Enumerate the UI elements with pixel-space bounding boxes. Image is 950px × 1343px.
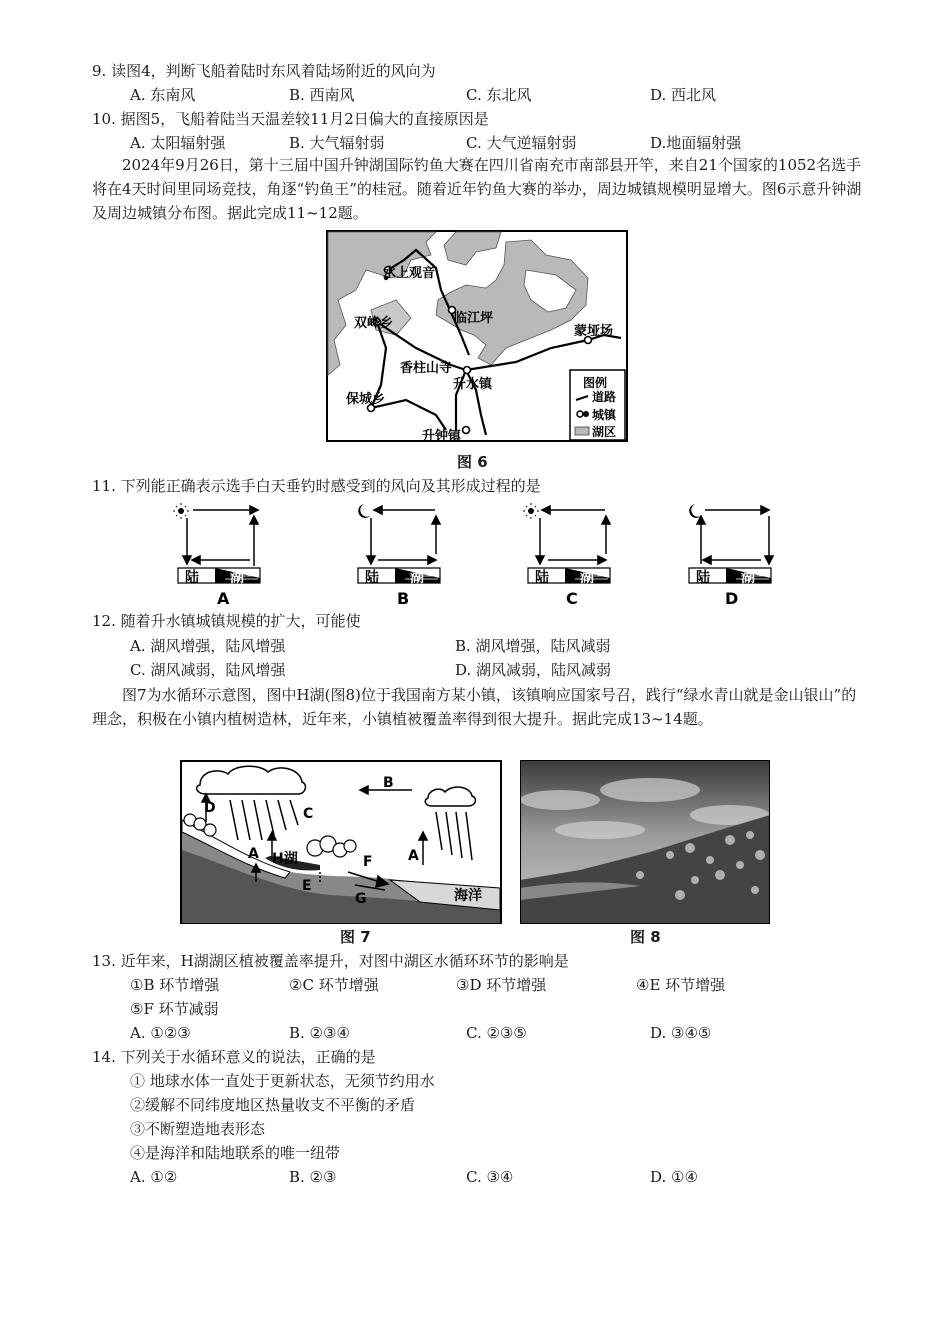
map-legend [570,370,625,440]
label-b: B [383,775,394,791]
q14-item-3: ③不断塑造地表形态 [130,1120,266,1138]
q12-stem: 12. 随着升水镇城镇规模的扩大，可能使 [92,612,361,630]
label-e: E [302,878,312,894]
q12-option-b: B. 湖风增强，陆风减弱 [455,637,611,655]
figure-6-caption: 图 6 [457,453,488,471]
lake-label: 湖 [230,570,244,586]
legend-road: 道路 [592,390,617,404]
q11-diagram-b [350,498,450,608]
figure-8-caption: 图 8 [630,928,661,946]
q13-option-d: D. ③④⑤ [650,1024,712,1042]
figure-7-caption: 图 7 [340,928,371,946]
q14-stem: 14. 下列关于水循环意义的说法，正确的是 [92,1048,376,1066]
place-baochengxiang: 保城乡 [346,392,386,407]
q10-option-c: C. 大气逆辐射弱 [466,134,577,152]
figure-7-water-cycle [180,760,502,924]
q14-item-4: ④是海洋和陆地联系的唯一纽带 [130,1144,341,1162]
q12-option-c: C. 湖风减弱，陆风增强 [130,661,286,679]
moon-icon [358,504,370,518]
q9-stem: 9. 读图4，判断飞船着陆时东风着陆场附近的风向为 [92,62,436,80]
lake-label: 湖 [580,570,594,586]
sun-icon [173,503,189,519]
q10-option-b: B. 大气辐射弱 [289,134,385,152]
q14-option-b: B. ②③ [289,1168,337,1186]
passage-h-lake: 图7为水循环示意图，图中H湖(图8)位于我国南方某小镇，该镇响应国家号召，践行“绿水青山就是金山银山”的理念，积极在小镇内植树造林，近年来，小镇植被覆盖率得到很大提升。据此完成13~14题。 [92,686,857,728]
q13-option-b: B. ②③④ [289,1024,350,1042]
q9-option-b: B. 西南风 [289,86,355,104]
passage-shengzhong-lake: 2024年9月26日，第十三届中国升钟湖国际钓鱼大赛在四川省南充市南部县开竿，来自21个国家的1052名选手将在4天时间里同场竞技，角逐“钓鱼王”的桂冠。随着近年钓鱼大赛的举办，周边城镇规模明显增大。图6示意升钟湖及周边城镇分布图。据此完成11~12题。 [92,156,862,222]
label-f: F [363,854,373,870]
q14-item-2: ②缓解不同纬度地区热量收支不平衡的矛盾 [130,1096,416,1114]
q13-item-1: ①B 环节增强 [130,976,220,994]
legend-town: 城镇 [592,408,617,422]
q14-option-a: A. ①② [130,1168,178,1186]
option-label-b: B [397,589,410,608]
sun-icon [523,503,539,519]
q10-option-a: A. 太阳辐射强 [130,134,226,152]
q14-item-1: ① 地球水体一直处于更新状态，无须节约用水 [130,1072,435,1090]
q9-option-c: C. 东北风 [466,86,532,104]
option-label-d: D [725,589,739,608]
land-label: 陆 [535,570,549,586]
q11-diagram-a [170,498,270,608]
place-shengshuizhen: 升水镇 [453,377,493,392]
label-d: D [204,800,216,816]
q12-option-a: A. 湖风增强，陆风增强 [130,637,286,655]
q11-diagram-c [520,498,620,608]
place-xiangzhushansi: 香柱山寺 [400,361,453,376]
q13-item-5: ⑤F 环节减弱 [130,1000,219,1018]
label-g: G [355,891,367,907]
option-label-a: A [217,589,230,608]
land-label: 陆 [185,570,199,586]
land-label: 陆 [696,570,710,586]
label-h-lake: H湖 [272,851,298,867]
moon-icon [689,504,701,518]
legend-town-dot [583,411,589,417]
label-a1: A [248,846,259,862]
q14-option-c: C. ③④ [466,1168,514,1186]
q10-stem: 10. 据图5，飞船着陆当天温差较11月2日偏大的直接原因是 [92,110,489,128]
q13-item-4: ④E 环节增强 [636,976,726,994]
q13-option-a: A. ①②③ [130,1024,191,1042]
q13-option-c: C. ②③⑤ [466,1024,527,1042]
q12-option-d: D. 湖风减弱，陆风减弱 [455,661,612,679]
option-label-c: C [566,589,578,608]
legend-lake: 湖区 [592,425,617,439]
q11-diagram-d [681,498,781,608]
place-mengyachang: 蒙垭场 [574,324,614,339]
label-ocean: 海洋 [454,888,482,904]
lake-label: 湖 [410,570,424,586]
label-c: C [303,806,314,822]
label-a2: A [408,848,419,864]
q13-item-2: ②C 环节增强 [289,976,379,994]
q9-option-d: D. 西北风 [650,86,717,104]
q13-item-3: ③D 环节增强 [456,976,547,994]
q11-stem: 11. 下列能正确表示选手白天垂钓时感受到的风向及其形成过程的是 [92,477,541,495]
lake-label: 湖 [741,570,755,586]
q13-stem: 13. 近年来，H湖湖区植被覆盖率提升，对图中湖区水循环环节的影响是 [92,952,569,970]
place-shengzhongzhen: 升钟镇 [422,429,462,442]
legend-title: 图例 [583,376,608,390]
legend-lake-symbol [575,427,589,435]
figure-6-map [326,230,628,442]
legend-town-symbol [577,411,583,417]
place-linjiangping: 临江坪 [454,311,494,326]
q14-option-d: D. ①④ [650,1168,698,1186]
figure-8-photo [520,760,770,924]
q10-option-d: D.地面辐射强 [650,134,742,152]
q9-option-a: A. 东南风 [130,86,196,104]
place-shuishangguanyin: 水上观音 [383,266,436,281]
place-shuangfengxiang: 双峰乡 [354,316,394,331]
land-label: 陆 [365,570,379,586]
